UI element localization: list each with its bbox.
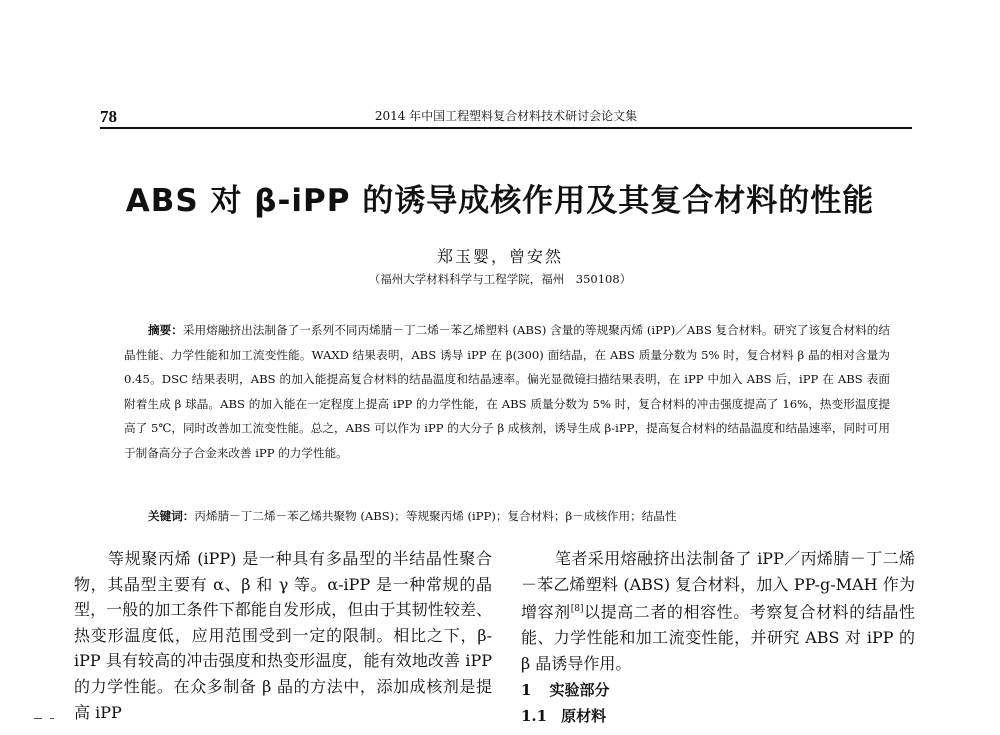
abstract-label: 摘要： xyxy=(148,323,183,337)
running-header xyxy=(100,103,912,129)
scan-mark xyxy=(50,718,54,719)
authors: 郑玉婴，曾安然 xyxy=(436,247,563,266)
section-title: 实验部分 xyxy=(549,681,610,700)
method-text-post: 以提高二者的相容性。考察复合材料的结晶性能、力学性能和加工流变性能，并研究 ABS 对 iPP 的 β 晶诱导作用。 xyxy=(521,602,915,673)
subsection-number: 1.1 xyxy=(521,706,548,725)
body-column-left xyxy=(74,546,492,735)
page-number: 78 xyxy=(100,107,117,126)
section-heading xyxy=(521,678,915,704)
abstract xyxy=(124,318,890,466)
method-text-pre: 笔者采用熔融挤出法制备了 iPP／丙烯腈－丁二烯－苯乙烯塑料 (ABS) 复合材料，加入 PP-g-MAH 作为增容剂 xyxy=(521,549,915,622)
keywords xyxy=(148,505,888,527)
keywords-label: 关键词： xyxy=(148,509,195,523)
section-number: 1 xyxy=(521,681,532,700)
keywords-text: 丙烯腈－丁二烯－苯乙烯共聚物 (ABS)；等规聚丙烯 (iPP)；复合材料；β－成核作用；结晶性 xyxy=(194,509,677,523)
abstract-text: 采用熔融挤出法制备了一系列不同丙烯腈－丁二烯－苯乙烯塑料 (ABS) 含量的等规聚丙烯 (iPP)／ABS 复合材料。研究了该复合材料的结晶性能、力学性能和加工流变性能。WAXD 结果表明，ABS 诱导 iPP 在 β(300) 面结晶，在 ABS 质量分数为 5% 时，复合材料 β 晶的相对含量为 0.45。DSC 结果表明，ABS 的加入能提高复合材料的结晶温度和结晶速率。偏光显微镜扫描结果表明，在 iPP 中加入 ABS 后，iPP 在 ABS 表面附着生成 β 球晶。ABS 的加入能在一定程度上提高 iPP 的力学性能，在 ABS 质量分数为 5% 时，复合材料的冲击强度提高了 16%，热变形温度提高了 5℃，同时改善加工流变性能。总之，ABS 可以作为 iPP 的大分子 β 成核剂，诱导生成 β-iPP，提高复合材料的结晶温度和结晶速率，同时可用于制备高分子合金来改善 iPP 的力学性能。 xyxy=(124,323,890,460)
affiliation: （福州大学材料科学与工程学院，福州 350108） xyxy=(368,272,632,286)
method-paragraph xyxy=(521,546,915,676)
intro-paragraph: 等规聚丙烯 (iPP) 是一种具有多晶型的半结晶性聚合物，其晶型主要有 α、β 和 γ 等。α-iPP 是一种常规的晶型，一般的加工条件下都能自发形成，但由于其韧性较差、热变形温度低，应用范围受到一定的限制。相比之下，β-iPP 具有较高的冲击强度和热变形温度，能有效地改善 iPP 的力学性能。在众多制备 β 晶的方法中，添加成核剂是提高 iPP xyxy=(74,549,492,722)
paper-title: ABS 对 β-iPP 的诱导成核作用及其复合材料的性能 xyxy=(125,183,875,219)
journal-title: 2014 年中国工程塑料复合材料技术研讨会论文集 xyxy=(374,109,638,123)
citation-ref: [8] xyxy=(570,604,584,615)
subsection-heading xyxy=(521,704,915,730)
body-column-right xyxy=(521,546,915,735)
scan-mark xyxy=(34,718,42,719)
subsection-title: 原材料 xyxy=(561,706,607,725)
